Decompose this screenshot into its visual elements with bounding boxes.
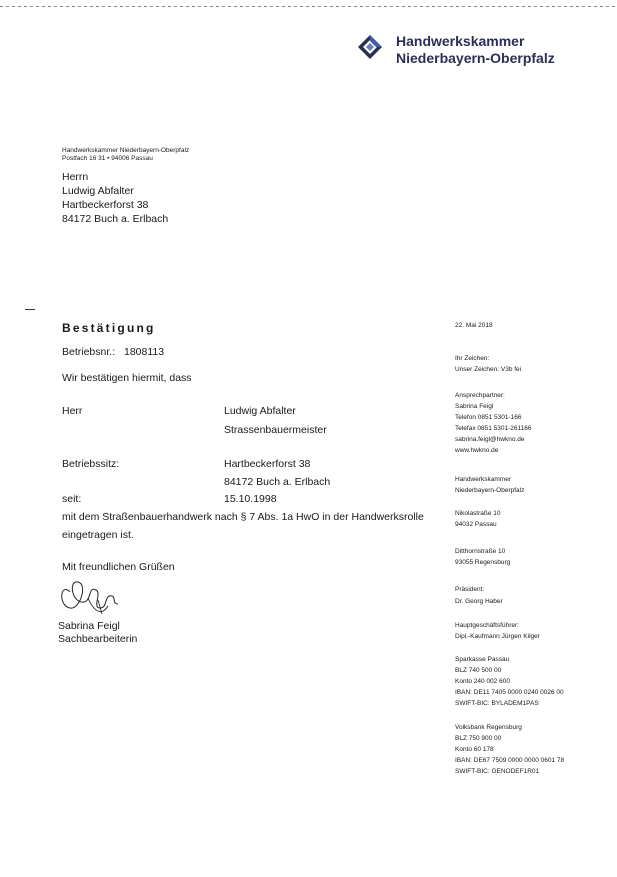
closing-text: Mit freundlichen Grüßen <box>62 561 175 573</box>
recipient-street: Hartbeckerforst 38 <box>62 199 149 211</box>
president-name: Dr. Georg Haber <box>455 598 503 605</box>
bank1-bic: SWIFT-BIC: BYLADEM1PAS <box>455 700 539 707</box>
letter-date: 22. Mai 2018 <box>455 322 493 329</box>
president-label: Präsident: <box>455 586 485 593</box>
statement-line2: eingetragen ist. <box>62 529 134 541</box>
seit-label: seit: <box>62 493 82 505</box>
org-name-line1: Handwerkskammer <box>396 33 525 49</box>
contact-web: www.hwkno.de <box>455 447 499 454</box>
ihr-zeichen: Ihr Zeichen: <box>455 355 490 362</box>
unser-zeichen: Unser Zeichen: V3b fei <box>455 366 522 373</box>
recipient-salutation: Herrn <box>62 171 89 183</box>
bank1-name: Sparkasse Passau <box>455 656 510 663</box>
person-title: Strassenbauermeister <box>224 424 327 436</box>
bank2-konto: Konto 60 178 <box>455 746 494 753</box>
bank2-name: Volksbank Regensburg <box>455 724 522 731</box>
contact-telefax: Telefax 0851 5301-261166 <box>455 425 532 432</box>
signature-image <box>58 578 128 620</box>
seit-value: 15.10.1998 <box>224 493 277 505</box>
office1-line2: Niederbayern-Oberpfalz <box>455 487 525 494</box>
bank1-iban: IBAN: DE11 7405 0000 0240 0026 00 <box>455 689 564 696</box>
bank1-blz: BLZ 740 500 00 <box>455 667 502 674</box>
signer-name: Sabrina Feigl <box>58 620 120 632</box>
intro-text: Wir bestätigen hiermit, dass <box>62 372 192 384</box>
person-name: Ludwig Abfalter <box>224 405 296 417</box>
bank2-iban: IBAN: DE67 7509 0000 0000 0601 78 <box>455 757 565 764</box>
contact-label: Ansprechpartner: <box>455 392 505 399</box>
office1-line1: Handwerkskammer <box>455 476 511 483</box>
contact-name: Sabrina Feigl <box>455 403 494 410</box>
recipient-name: Ludwig Abfalter <box>62 185 134 197</box>
betriebssitz-label: Betriebssitz: <box>62 458 120 470</box>
bank2-blz: BLZ 750 900 00 <box>455 735 502 742</box>
sender-line1: Handwerkskammer Niederbayern-Oberpfalz <box>62 147 190 154</box>
office2-city: 93055 Regensburg <box>455 559 511 566</box>
betriebsnr-value: 1808113 <box>124 346 165 358</box>
contact-email: sabrina.feigl@hwkno.de <box>455 436 525 443</box>
betriebsnr-label: Betriebsnr.: <box>62 346 116 358</box>
herr-label: Herr <box>62 405 83 417</box>
sender-line2: Postfach 16 31 • 94006 Passau <box>62 155 153 162</box>
betriebssitz-city: 84172 Buch a. Erlbach <box>224 476 331 488</box>
fold-mark <box>25 309 35 310</box>
contact-telefon: Telefon 0851 5301-166 <box>455 414 522 421</box>
page-top-edge <box>0 6 617 7</box>
office1-city: 94032 Passau <box>455 521 497 528</box>
gf-name: Dipl.-Kaufmann Jürgen Kilger <box>455 633 540 640</box>
recipient-city: 84172 Buch a. Erlbach <box>62 213 169 225</box>
bank2-bic: SWIFT-BIC: GENODEF1R01 <box>455 768 540 775</box>
signer-role: Sachbearbeiterin <box>58 633 138 645</box>
gf-label: Hauptgeschäftsführer: <box>455 622 519 629</box>
statement-line1: mit dem Straßenbauerhandwerk nach § 7 Abs. 1a HwO in der Handwerksrolle <box>62 511 424 523</box>
org-name-line2: Niederbayern-Oberpfalz <box>396 50 555 66</box>
letter-title: Bestätigung <box>62 321 156 335</box>
office2-street: Ditthornstraße 10 <box>455 548 506 555</box>
betriebssitz-street: Hartbeckerforst 38 <box>224 458 311 470</box>
hwk-logo-icon <box>357 34 383 60</box>
bank1-konto: Konto 240 002 600 <box>455 678 510 685</box>
office1-street: Nikolastraße 10 <box>455 510 501 517</box>
